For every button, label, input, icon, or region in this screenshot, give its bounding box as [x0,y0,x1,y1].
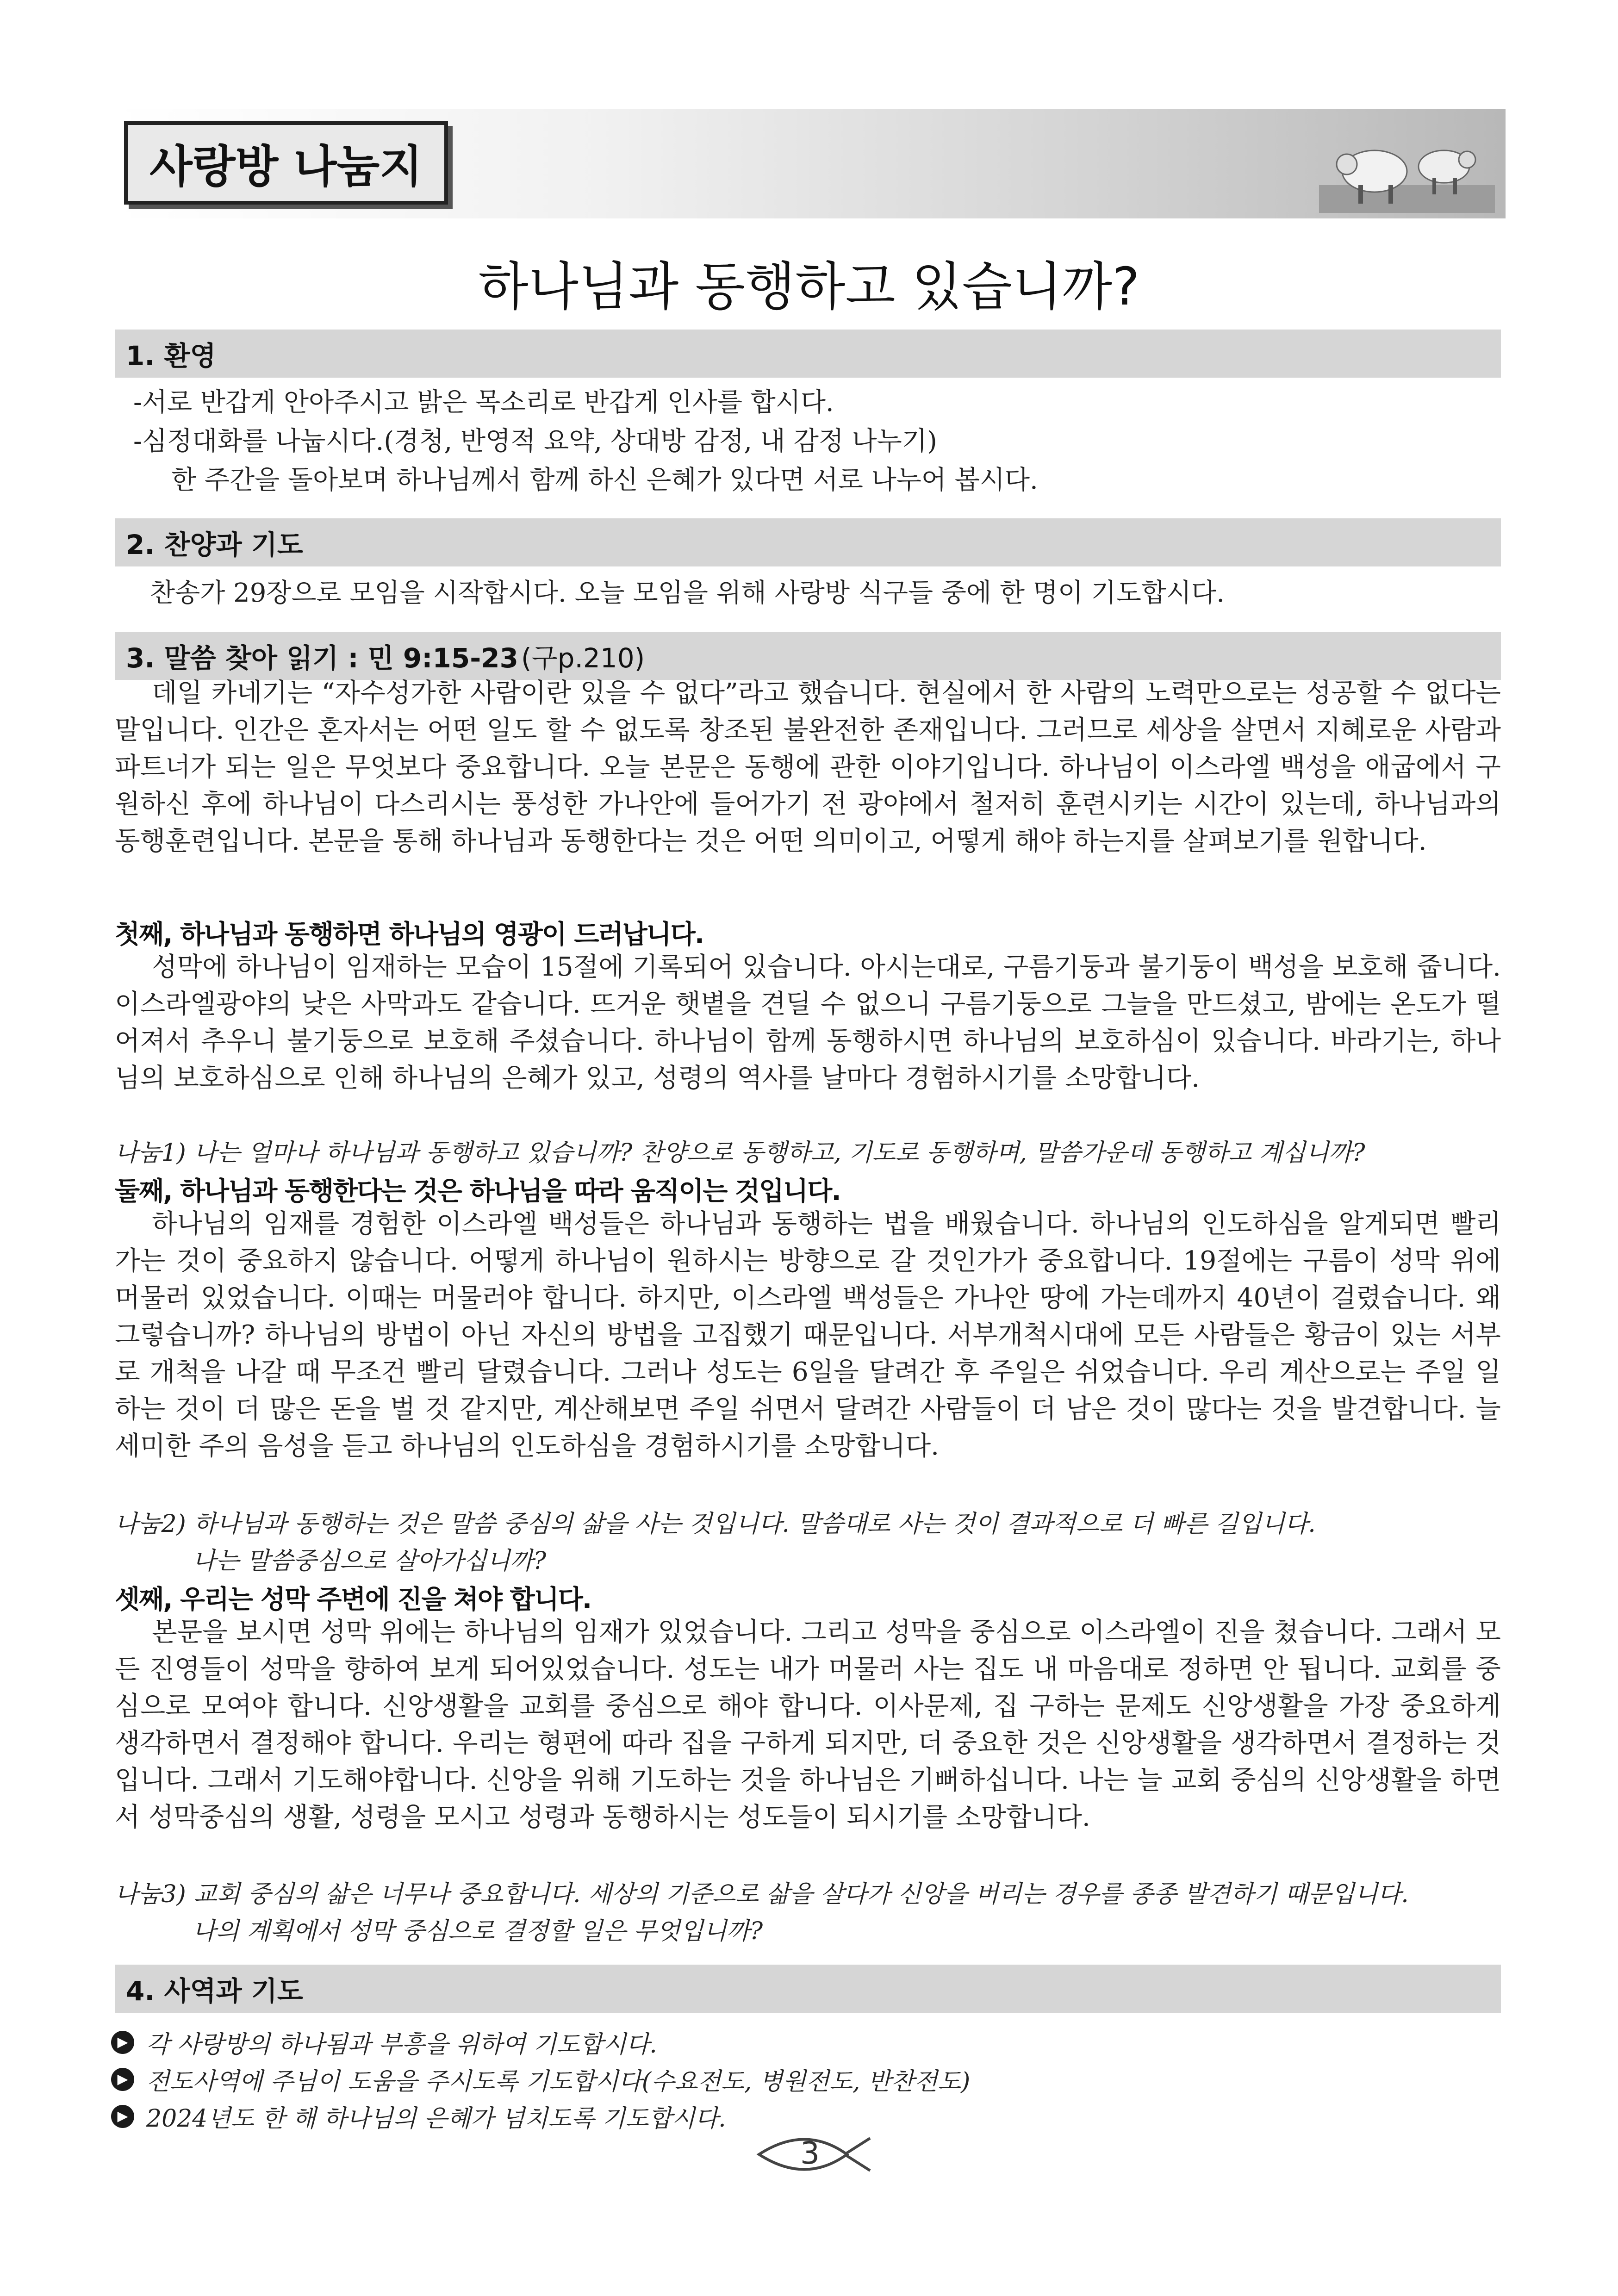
point-1-body: 성막에 하나님이 임재하는 모습이 15절에 기록되어 있습니다. 아시는대로, 구름기둥과 불기둥이 백성을 보호해 줍니다. 이스라엘광야의 낮은 사막과도 같습니다. 뜨거운 햇볕을 견딜 수 없으니 구름기둥으로 그늘을 만드셨고, 밤에는 온도가 떨어져서 추우니 불기둥으로 보호해 주셨습니다. 하나님이 함께 동행하시면 하나님의 보호하심이 있습니다. 바라기는, 하나님의 보호하심으로 인해 하나님의 은혜가 있고, 성령의 역사를 날마다 경험하시기를 소망합니다. [115,952,1501,1093]
share-question-2: 나눔2) 하나님과 동행하는 것은 말씀 중심의 삶을 사는 것입니다. 말씀대로 사는 것이 결과적으로 더 빠른 길입니다. [115,1510,1316,1538]
prayer-item [111,2025,657,2060]
prayer-item-text: 각 사랑방의 하나됨과 부흥을 위하여 기도합시다. [146,2031,657,2059]
welcome-line-1: -서로 반갑게 안아주시고 밝은 목소리로 반갑게 인사를 합시다. [133,387,834,417]
share-question-1: 나눔1) 나는 얼마나 하나님과 동행하고 있습니까? 찬양으로 동행하고, 기도로 동행하며, 말씀가운데 동행하고 계십니까? [115,1139,1365,1167]
arrow-circle-icon: ▶ [111,2105,134,2128]
section-heading-text: 4. 사역과 기도 [126,1975,303,2007]
share-question-2-followup: 나는 말씀중심으로 살아가십니까? [193,1547,547,1575]
banner-title-box [124,121,448,205]
arrow-circle-icon: ▶ [111,2031,134,2054]
section-heading-text: 2. 찬양과 기도 [126,529,303,560]
prayer-item-text: 전도사역에 주님이 도움을 주시도록 기도합시다(수요전도, 병원전도, 반찬전도) [146,2068,971,2096]
section-heading-text: 3. 말씀 찾아 읽기 : 민 9:15-23 [126,642,518,674]
prayer-item-text: 2024년도 한 해 하나님의 은혜가 넘치도록 기도합시다. [146,2105,726,2133]
share-question-3: 나눔3) 교회 중심의 삶은 너무나 중요합니다. 세상의 기준으로 삶을 살다가 신앙을 버리는 경우를 종종 발견하기 때문입니다. [115,1880,1409,1908]
praise-text: 찬송가 29장으로 모임을 시작합시다. 오늘 모임을 위해 사랑방 식구들 중에 한 명이 기도합시다. [150,578,1225,608]
banner-title: 사랑방 나눔지 [149,140,423,193]
arrow-circle-icon: ▶ [111,2068,134,2091]
point-2-heading: 둘째, 하나님과 동행한다는 것은 하나님을 따라 움직이는 것입니다. [115,1176,840,1207]
point-3-heading: 셋째, 우리는 성막 주변에 진을 쳐야 합니다. [115,1585,591,1615]
welcome-line-3: 한 주간을 돌아보며 하나님께서 함께 하신 은혜가 있다면 서로 나누어 봅시다. [171,465,1038,495]
prayer-item [111,2099,726,2134]
page-number [754,2129,875,2180]
scripture-page-ref: (구p.210) [521,642,645,674]
welcome-line-2: -심정대화를 나눕시다.(경청, 반영적 요약, 상대방 감정, 내 감정 나누기) [133,426,937,456]
point-1-heading: 첫째, 하나님과 동행하면 하나님의 영광이 드러납니다. [115,920,704,950]
section-heading-scripture [115,632,1501,680]
sheep-photo [1319,116,1495,213]
intro-paragraph: 데일 카네기는 “자수성가한 사람이란 있을 수 없다”라고 했습니다. 현실에서 한 사람의 노력만으로는 성공할 수 없다는 말입니다. 인간은 혼자서는 어떤 일도 할 수 없도록 창조된 불완전한 존재입니다. 그러므로 세상을 살면서 지혜로운 사람과 파트너가 되는 일은 무엇보다 중요합니다. 오늘 본문은 동행에 관한 이야기입니다. 하나님이 이스라엘 백성을 애굽에서 구원하신 후에 하나님이 다스리시는 풍성한 가나안에 들어가기 전 광야에서 철저히 훈련시키는 시간이 있는데, 하나님과의 동행훈련입니다. 본문을 통해 하나님과 동행한다는 것은 어떤 의미이고, 어떻게 해야 하는지를 살펴보기를 원합니다. [115,678,1501,856]
section-heading-welcome [115,330,1501,378]
point-3-body: 본문을 보시면 성막 위에는 하나님의 임재가 있었습니다. 그리고 성막을 중심으로 이스라엘이 진을 쳤습니다. 그래서 모든 진영들이 성막을 향하여 보게 되어있었습니다. 성도는 내가 머물러 사는 집도 내 마음대로 정하면 안 됩니다. 교회를 중심으로 모여야 합니다. 신앙생활을 교회를 중심으로 해야 합니다. 이사문제, 집 구하는 문제도 신앙생활을 가장 중요하게 생각하면서 결정해야 합니다. 우리는 형편에 따라 집을 구하게 되지만, 더 중요한 것은 신앙생활을 생각하면서 결정하는 것입니다. 그래서 기도해야합니다. 신앙을 위해 기도하는 것을 하나님은 기뻐하십니다. 나는 늘 교회 중심의 신앙생활을 하면서 성막중심의 생활, 성령을 모시고 성령과 동행하시는 성도들이 되시기를 소망합니다. [115,1617,1501,1832]
point-2-body: 하나님의 임재를 경험한 이스라엘 백성들은 하나님과 동행하는 법을 배웠습니다. 하나님의 인도하심을 알게되면 빨리 가는 것이 중요하지 않습니다. 어떻게 하나님이 원하시는 방향으로 갈 것인가가 중요합니다. 19절에는 구름이 성막 위에 머물러 있었습니다. 이때는 머물러야 합니다. 하지만, 이스라엘 백성들은 가나안 땅에 가는데까지 40년이 걸렸습니다. 왜 그렇습니까? 하나님의 방법이 아닌 자신의 방법을 고집했기 때문입니다. 서부개척시대에 모든 사람들은 황금이 있는 서부로 개척을 나갈 때 무조건 빨리 달렸습니다. 그러나 성도는 6일을 달려간 후 주일은 쉬었습니다. 우리 계산으로는 주일 일하는 것이 더 많은 돈을 벌 것 같지만, 계산해보면 주일 쉬면서 달려간 사람들이 더 남은 것이 많다는 것을 발견합니다. 늘 세미한 주의 음성을 듣고 하나님의 인도하심을 경험하시기를 소망합니다. [115,1209,1501,1461]
section-heading-ministry [115,1965,1501,2013]
section-heading-praise [115,518,1501,566]
prayer-item [111,2062,970,2097]
page-title: 하나님과 동행하고 있습니까? [478,257,1140,317]
page-number-text: 3 [800,2135,820,2171]
share-question-3-followup: 나의 계획에서 성막 중심으로 결정할 일은 무엇입니까? [193,1917,763,1945]
section-heading-text: 1. 환영 [126,340,216,372]
